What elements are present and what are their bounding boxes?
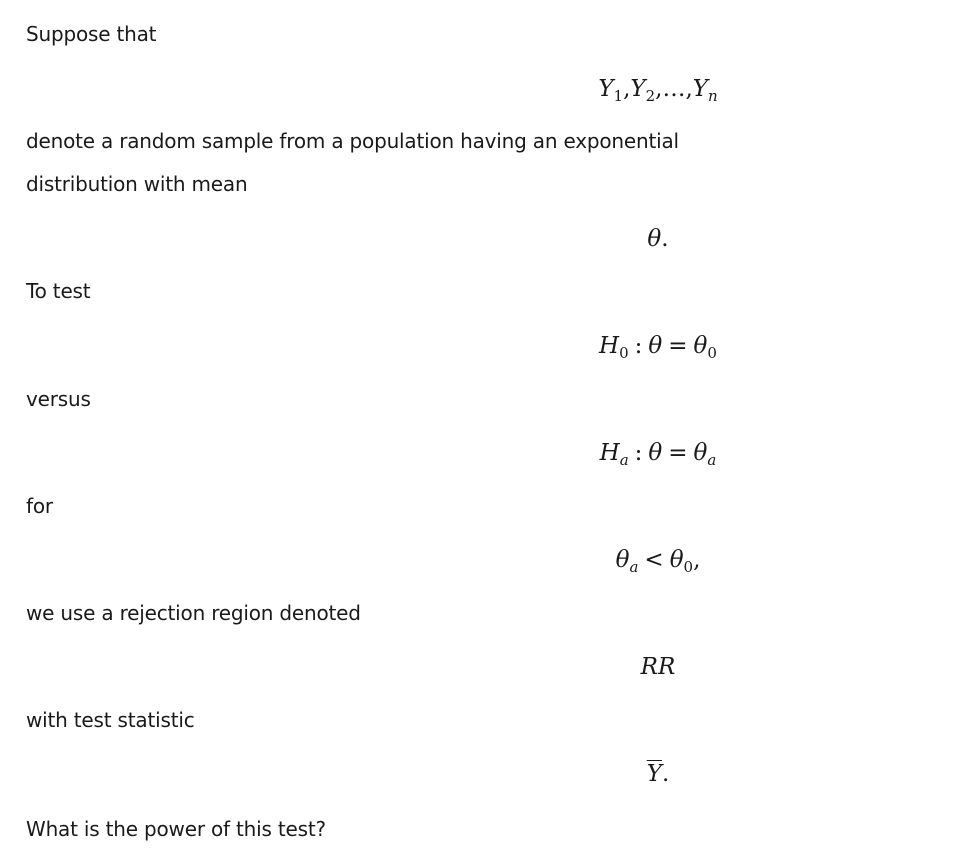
paragraph-for: for: [26, 494, 53, 518]
paragraph-distribution-mean: distribution with mean: [26, 172, 248, 196]
equation-rejection-region: RR: [640, 654, 676, 680]
paragraph-denote-sample: denote a random sample from a population having an exponential: [26, 129, 679, 153]
paragraph-versus: versus: [26, 387, 91, 411]
paragraph-to-test: To test: [26, 279, 91, 303]
equation-random-sample: $Y_1,Y_2,\dots,Y_n$: [598, 76, 718, 105]
equation-condition: $\theta_a < \theta_0$,: [615, 547, 701, 576]
paragraph-suppose-that: Suppose that: [26, 22, 157, 46]
paragraph-rejection-region: we use a rejection region denoted: [26, 601, 361, 625]
paragraph-power-question: What is the power of this test?: [26, 817, 326, 841]
paragraph-test-statistic: with test statistic: [26, 708, 195, 732]
equation-sample-mean: $\overline{Y}$.: [646, 761, 670, 787]
equation-mean-theta: θ.: [647, 226, 669, 252]
equation-alt-hypothesis: $H_a$ : $\theta = \theta_a$: [599, 440, 717, 469]
equation-null-hypothesis: $H_0$ : $\theta = \theta_0$: [599, 333, 717, 362]
